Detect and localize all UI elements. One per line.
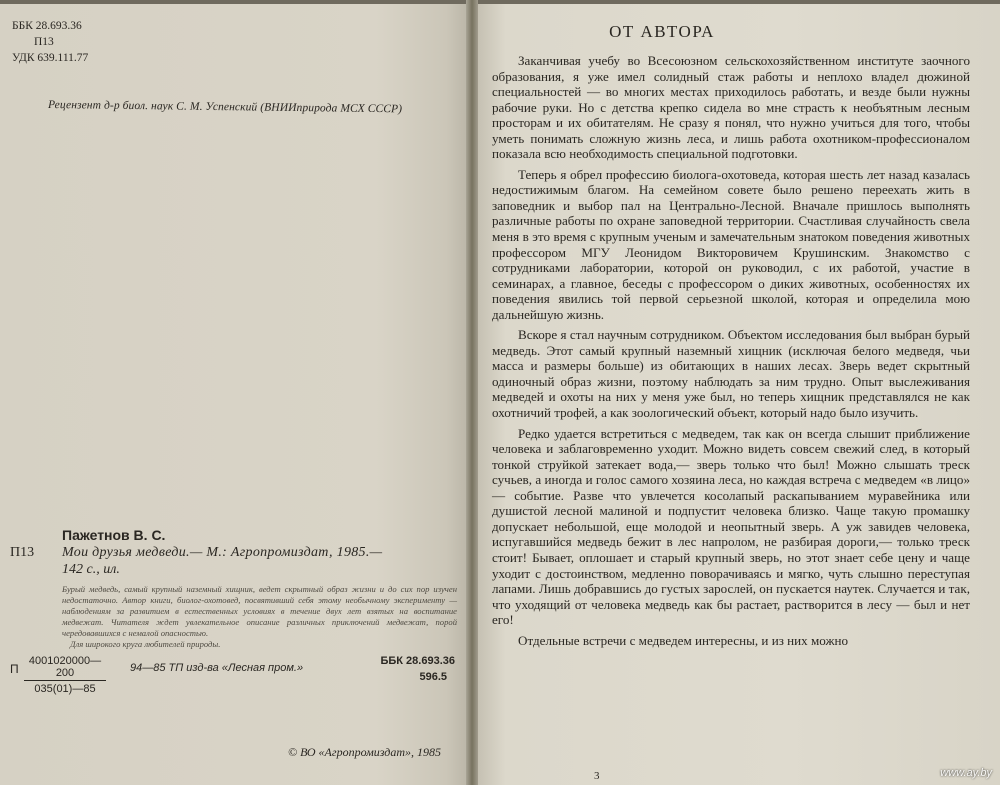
paragraph: Теперь я обрел профессию биолога-охотоведа, которая шесть лет назад казалась недостижимым благом. На семейном совете было решено переехать жить в заповедник и выбор пал на Центрально-Лесной. Вначале пришлось выполнять различные работы по охране заповедной территории. Счастливая случайность свела меня в это время с крупным ученым и замечательным знатоком поведения животных профессором МГУ Леонидом Викторовичем Крушинским. Знакомство с сотрудниками лаборатории, которой он руководил, с их работой, участие в семинарах, а главное, беседы с профессором о диких животных, особенностях их поведения явились той первой серьезной школой, которая и определила мою дальнейшую жизнь. xyxy=(492,166,970,322)
reviewer-line: Рецензент д-р биол. наук С. М. Успенский (ВНИИприрода МСХ СССР) xyxy=(47,99,403,116)
index-letter: П xyxy=(10,662,19,676)
copyright-line: © ВО «Агропромиздат», 1985 xyxy=(288,745,442,759)
bbk-code: ББК 28.693.36 xyxy=(12,20,82,32)
annotation-text: Бурый медведь, самый крупный наземный хищник, ведет скрытный образ жизни и до сих пор изучен недостаточно. Автор книги, биолог-охотовед, посвятивший себя этому необычному эксперименту — наблюдениям за развитием в естественных условиях в течение двух лет взятых на воспитание медвежат. Читателя ждет увлекательное описание различных приключений медвежат, порой чередовавшихся с немалой опасностью. xyxy=(62,584,457,638)
index-numerator: 4001020000—200 xyxy=(24,655,106,681)
index-bbk-sub: 596.5 xyxy=(419,671,447,683)
annotation-audience: Для широкого круга любителей природы. xyxy=(70,639,221,649)
paragraph: Редко удается встретиться с медведем, так как он всегда слышит приближение человека и заблаговременно уходит. Можно видеть совсем свежий след, в который тонкой струйкой затекает вода,— зверь только что был! Можно слышать треск сучьев, а иногда и голос самого хозяина леса, но каждая встреча с медведем «в лицо» — событие. Разве что увлечется косолапый раскапыванием муравейника или душистой лесной малиной и подпустит человека близко. Чаще такую промашку допускает небольшой, еще молодой и неопытный зверь. А уж завидев человека, испугавшийся медведь бежит в лес напролом, не разбирая дороги,— только треск стоит! Бывает, оплошает и старый крупный зверь, но этот знает себе цену и чаще уходит с достоинством, медленно поворачиваясь и мягко, чуть слышно переступая лапами. Лишь добравшись до густых зарослей, он пускается наутек. Случается и так, что уходящий от человека медведь как бы растает, растворится в лесу — был и нет его! xyxy=(492,425,971,628)
body-text xyxy=(492,53,970,648)
index-bbk xyxy=(380,655,465,683)
card-annotation xyxy=(10,584,457,650)
index-fraction xyxy=(24,655,106,695)
watermark: www.ay.by xyxy=(940,767,992,779)
shelf-code: П13 xyxy=(34,36,54,48)
index-denominator: 035(01)—85 xyxy=(34,683,96,695)
card-pages: 142 с., ил. xyxy=(62,562,120,577)
index-bbk-code: ББК 28.693.36 xyxy=(380,655,455,667)
page-title: ОТ АВТОРА xyxy=(609,22,715,41)
publisher-index-block xyxy=(10,655,465,695)
paragraph: Заканчивая учебу во Всесоюзном сельскохозяйственном институте заочного образования, я уже имел солидный стаж работы и неплохо владел дюжиной специальностей — во многих местах приходилось работать, и везде были нужны рабочие руки. Но с детства крепко сидела во мне страсть к необъятным лесным просторам и их обитателям. Не сразу я понял, что нужно учиться для того, чтобы уметь понимать сложную жизнь леса, и лишь работа охотником-профессионалом показала всю необходимость специальной подготовки. xyxy=(492,53,970,162)
index-plan: 94—85 ТП изд-ва «Лесная пром.» xyxy=(130,662,304,674)
book-gutter xyxy=(466,0,478,785)
udk-code: УДК 639.111.77 xyxy=(12,52,89,64)
card-author: Пажетнов В. С. xyxy=(62,527,166,543)
card-shelf-code: П13 xyxy=(10,545,35,560)
card-title: Мои друзья медведи.— М.: Агропромиздат, 1985.— xyxy=(62,545,383,560)
paragraph: Отдельные встречи с медведем интересны, и из них можно xyxy=(518,632,849,648)
card-title-line xyxy=(10,545,465,561)
catalog-card xyxy=(10,527,465,650)
paragraph: Вскоре я стал научным сотрудником. Объектом исследования был выбран бурый медведь. Этот самый крупный наземный хищник (исключая белого медведя, чьи масса и размеры больше) из обитающих в наших лесах. Зверь ведет скрытный одиночный образ жизни, поэтому наблюдать за ним трудно. Опыт выслеживания медведей и охоты на них у меня уже был, но теперь хищник представлялся не как охотничий трофей, а как зоологический объект, который надо было изучить. xyxy=(492,327,970,421)
catalog-codes xyxy=(12,18,88,66)
page-number: 3 xyxy=(594,770,600,782)
